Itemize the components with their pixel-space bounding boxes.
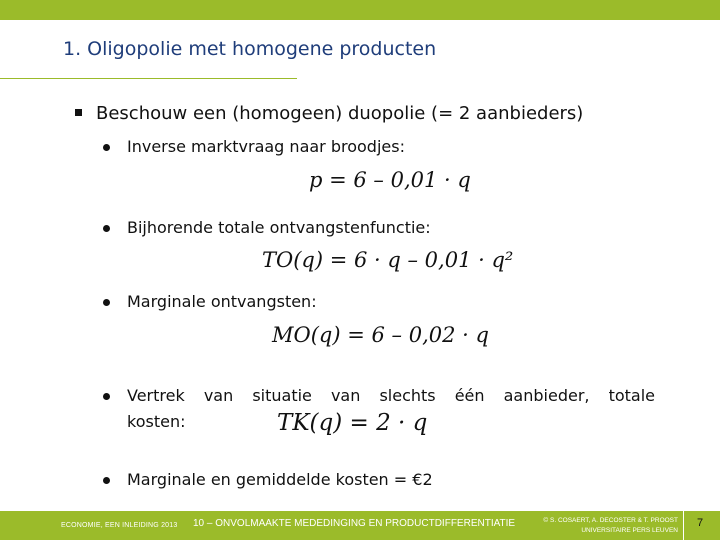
list-item-text: Marginale ontvangsten: [127, 292, 317, 311]
list-item [103, 218, 663, 237]
footer-chapter: 10 – ONVOLMAAKTE MEDEDINGING EN PRODUCTDIFFERENTIATIE [193, 518, 516, 529]
list-item [103, 470, 663, 489]
formula-total-cost: TK(q) = 2 · q [277, 410, 428, 436]
bullet-dot-icon [103, 144, 110, 151]
page-number: 7 [697, 517, 704, 529]
list-item-text: Vertrek van situatie van slechts één aanbieder, totale [127, 386, 655, 405]
list-item-text: Inverse marktvraag naar broodjes: [127, 137, 405, 156]
bullet-dot-icon [103, 225, 110, 232]
footer-publisher: UNIVERSITAIRE PERS LEUVEN [581, 527, 678, 534]
footer-authors: © S. COSAERT, A. DECOSTER & T. PROOST [543, 517, 678, 524]
bullet-dot-icon [103, 477, 110, 484]
list-item-text: Bijhorende totale ontvangstenfunctie: [127, 218, 431, 237]
list-item [103, 292, 663, 311]
square-bullet-icon [75, 109, 82, 116]
formula-marginal-revenue: MO(q) = 6 – 0,02 · q [272, 323, 489, 347]
footer-course: ECONOMIE, EEN INLEIDING 2013 [61, 522, 178, 529]
formula-total-revenue: TO(q) = 6 · q – 0,01 · q² [262, 248, 514, 272]
footer-divider [683, 511, 684, 540]
formula-demand: p = 6 – 0,01 · q [309, 168, 471, 192]
list-item [103, 137, 663, 156]
bullet-dot-icon [103, 393, 110, 400]
title-underline [0, 78, 297, 79]
main-bullet-text: Beschouw een (homogeen) duopolie (= 2 aanbieders) [96, 103, 584, 124]
main-bullet [75, 103, 583, 124]
slide-title: 1. Oligopolie met homogene producten [63, 38, 437, 60]
list-item [103, 386, 663, 405]
footer-copyright [536, 516, 678, 536]
bullet-dot-icon [103, 299, 110, 306]
list-item-text: kosten: [127, 412, 186, 431]
list-item-text: Marginale en gemiddelde kosten = €2 [127, 470, 433, 489]
header-bar [0, 0, 720, 20]
